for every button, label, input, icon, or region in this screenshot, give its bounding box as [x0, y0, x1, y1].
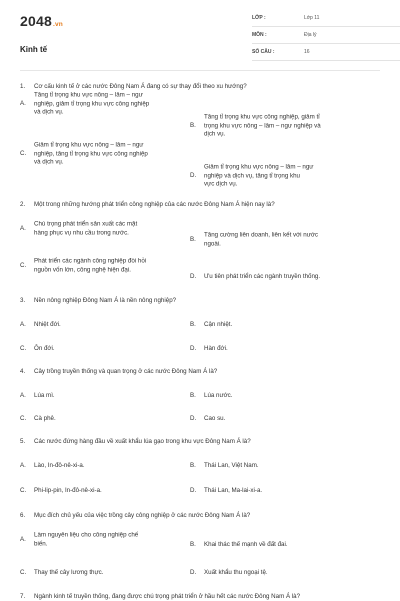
- option-text-line: Phi-lip-pin, In-đô-nê-xi-a.: [34, 486, 102, 494]
- answer-option[interactable]: [190, 321, 365, 330]
- answer-option[interactable]: [190, 569, 365, 578]
- option-letter: C.: [20, 261, 27, 269]
- option-text: [204, 541, 344, 550]
- option-text: [204, 392, 344, 401]
- option-text-line: và dịch vụ.: [34, 108, 64, 116]
- option-text-line: Thái Lan, Việt Nam.: [204, 461, 259, 469]
- option-letter: B.: [190, 461, 196, 469]
- meta-label: SỐ CÂU :: [252, 49, 275, 55]
- option-text-line: Hàn đới.: [204, 344, 228, 352]
- option-text: [204, 462, 344, 471]
- question-number: 2.: [20, 201, 26, 208]
- option-text: [34, 345, 174, 354]
- answer-option[interactable]: [190, 487, 365, 496]
- option-text-line: Ôn đới.: [34, 344, 55, 352]
- answer-option[interactable]: [20, 345, 195, 354]
- meta-value: Lớp 11: [304, 15, 320, 21]
- option-text-line: nguồn vốn lớn, công nghệ hiện đại.: [34, 266, 131, 273]
- option-text-line: Lào, In-đô-nê-xi-a.: [34, 461, 85, 469]
- option-text: [34, 91, 174, 117]
- header-divider: [20, 70, 380, 71]
- option-text: [204, 321, 344, 330]
- question-number: 3.: [20, 297, 26, 304]
- option-letter: D.: [190, 486, 197, 494]
- subject-title: Kinh tế: [20, 45, 48, 54]
- option-letter: B.: [190, 235, 196, 243]
- option-text: [34, 141, 174, 167]
- option-letter: D.: [190, 568, 197, 576]
- option-text-line: Tăng tỉ trọng khu vực công nghiệp, giảm tỉ: [204, 113, 320, 121]
- option-text-line: biến.: [34, 540, 48, 547]
- option-text-line: Lúa nước.: [204, 391, 233, 399]
- question-text: Một trong những hướng phát triển công nghiệp của các nước Đông Nam Á hiện nay là?: [34, 201, 275, 208]
- question-number: 5.: [20, 438, 26, 445]
- option-text: [34, 221, 174, 238]
- option-letter: C.: [20, 486, 27, 494]
- option-text-line: Cận nhiệt.: [204, 320, 233, 328]
- question-text: Nền nông nghiệp Đông Nam Á là nền nông nghiệp?: [34, 297, 177, 304]
- question-text: Cây trồng truyền thống và quan trọng ở các nước Đông Nam Á là?: [34, 368, 218, 375]
- option-letter: D.: [190, 272, 197, 280]
- option-letter: B.: [190, 320, 196, 328]
- option-letter: D.: [190, 414, 197, 422]
- option-letter: B.: [190, 391, 196, 399]
- option-text: [204, 415, 344, 424]
- option-text-line: nghiệp và dịch vụ, tăng tỉ trọng khu: [204, 171, 300, 179]
- answer-option[interactable]: [20, 487, 195, 496]
- question-text: Ngành kinh tế truyền thống, đang được chú trọng phát triển ở hầu hết các nước Đông Nam Á là?: [34, 593, 301, 600]
- option-text: [204, 232, 344, 249]
- option-letter: C.: [20, 344, 27, 352]
- option-text: [34, 462, 174, 471]
- option-letter: B.: [190, 121, 196, 129]
- option-text: [34, 321, 174, 330]
- answer-option[interactable]: [20, 569, 195, 578]
- option-text: [204, 487, 344, 496]
- question-text: Cơ cấu kinh tế ở các nước Đông Nam Á đang có sự thay đổi theo xu hướng?: [34, 83, 247, 90]
- answer-option[interactable]: [20, 258, 195, 275]
- answer-option[interactable]: [190, 415, 365, 424]
- option-text-line: Giảm tỉ trọng khu vực nông – lâm – ngư: [204, 163, 314, 171]
- option-letter: A.: [20, 461, 26, 469]
- option-text-line: Nhiệt đới.: [34, 320, 61, 328]
- option-text: [204, 163, 344, 189]
- question-number: 4.: [20, 368, 26, 375]
- option-text-line: dịch vụ.: [204, 130, 226, 138]
- question-number: 1.: [20, 83, 26, 90]
- answer-option[interactable]: [190, 113, 365, 139]
- option-text-line: Tăng tỉ trọng khu vực nông – lâm – ngư: [34, 91, 143, 99]
- option-text-line: Cao su.: [204, 414, 226, 422]
- option-text: [34, 487, 174, 496]
- option-text-line: Khai thác thế mạnh về đất đai.: [204, 540, 288, 548]
- answer-option[interactable]: [20, 415, 195, 424]
- option-text-line: Xuất khẩu thu ngoại tệ.: [204, 568, 268, 576]
- answer-option[interactable]: [20, 392, 195, 401]
- meta-value: 16: [304, 49, 310, 55]
- answer-option[interactable]: [190, 345, 365, 354]
- option-text-line: Ưu tiên phát triển các ngành truyền thống.: [204, 272, 321, 280]
- meta-value: Địa lý: [304, 32, 317, 38]
- answer-option[interactable]: [20, 462, 195, 471]
- option-text-line: trọng khu vực nông – lâm – ngư nghiệp và: [204, 121, 321, 129]
- answer-option[interactable]: [20, 91, 195, 117]
- answer-option[interactable]: [190, 163, 365, 189]
- option-letter: D.: [190, 171, 197, 179]
- option-text-line: Chú trọng phát triển sản xuất các mặt: [34, 220, 138, 228]
- option-text-line: Thái Lan, Ma-lai-xi-a.: [204, 486, 263, 494]
- answer-option[interactable]: [190, 273, 365, 282]
- option-text-line: Thay thế cây lương thực.: [34, 568, 104, 576]
- option-text: [204, 569, 344, 578]
- option-text: [204, 113, 344, 139]
- option-text-line: Lúa mì.: [34, 391, 55, 399]
- option-letter: C.: [20, 568, 27, 576]
- option-letter: A.: [20, 224, 26, 232]
- meta-label: LỚP :: [252, 15, 266, 21]
- header: [20, 12, 380, 62]
- option-text-line: Tăng cường liên doanh, liên kết với nước: [204, 231, 319, 239]
- option-text-line: và dịch vụ.: [34, 158, 64, 166]
- option-letter: A.: [20, 99, 26, 107]
- meta-label: MÔN :: [252, 32, 267, 38]
- option-text-line: vực dịch vụ.: [204, 180, 238, 188]
- question-text: Mục đích chủ yếu của việc trồng cây công nghiệp ở các nước Đông Nam Á là?: [34, 512, 251, 519]
- option-text: [34, 569, 174, 578]
- option-letter: A.: [20, 391, 26, 399]
- answer-option[interactable]: [20, 532, 195, 549]
- question-text: Các nước đứng hàng đầu về xuất khẩu lúa gạo trong khu vực Đông Nam Á là?: [34, 438, 251, 445]
- option-text-line: hàng phục vụ nhu cầu trong nước.: [34, 229, 129, 236]
- option-letter: B.: [190, 540, 196, 548]
- option-text-line: nghiệp, tăng tỉ trọng khu vực công nghiệp: [34, 149, 148, 157]
- option-text-line: Phát triển các ngành công nghiệp đòi hỏi: [34, 257, 147, 265]
- answer-option[interactable]: [20, 141, 195, 167]
- answer-option[interactable]: [190, 462, 365, 471]
- option-text-line: Cà phê.: [34, 414, 56, 422]
- meta-row-subject: [252, 29, 400, 44]
- option-text: [34, 532, 174, 549]
- option-text: [204, 345, 344, 354]
- option-text-line: Làm nguyên liệu cho công nghiệp chế: [34, 531, 139, 539]
- option-text: [204, 273, 344, 282]
- option-text-line: Giảm tỉ trọng khu vực nông – lâm – ngư: [34, 141, 144, 149]
- answer-option[interactable]: [20, 321, 195, 330]
- logo[interactable]: 2048.vn: [20, 13, 63, 29]
- option-letter: A.: [20, 320, 26, 328]
- option-text: [34, 258, 174, 275]
- option-text: [34, 392, 174, 401]
- answer-option[interactable]: [190, 541, 365, 550]
- option-text-line: nghiệp, giảm tỉ trọng khu vực công nghiệp: [34, 99, 150, 107]
- meta-info: [252, 12, 400, 61]
- answer-option[interactable]: [190, 392, 365, 401]
- meta-row-count: [252, 46, 400, 61]
- option-letter: A.: [20, 535, 26, 543]
- answer-option[interactable]: [190, 232, 365, 249]
- option-letter: D.: [190, 344, 197, 352]
- question-number: 7.: [20, 593, 26, 600]
- answer-option[interactable]: [20, 221, 195, 238]
- meta-row-class: [252, 12, 400, 27]
- option-letter: C.: [20, 414, 27, 422]
- option-letter: C.: [20, 149, 27, 157]
- option-text: [34, 415, 174, 424]
- question-number: 6.: [20, 512, 26, 519]
- option-text-line: ngoài.: [204, 240, 221, 247]
